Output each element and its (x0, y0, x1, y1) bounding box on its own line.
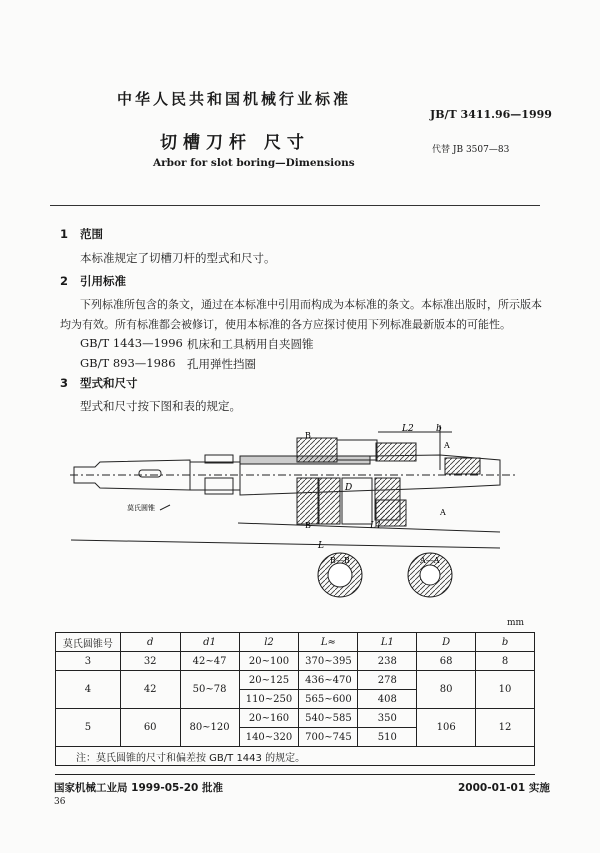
cell: 10 (476, 671, 535, 709)
cell: 32 (120, 652, 180, 671)
section-2-heading: 2 引用标准 (60, 274, 127, 288)
table-row (56, 652, 535, 671)
cell: 20~100 (239, 652, 299, 671)
dim-b: b (436, 424, 442, 434)
cell: 42 (120, 671, 180, 709)
table-note: 注：莫氏圆锥的尺寸和偏差按 GB/T 1443 的规定。 (56, 747, 535, 766)
section-1-heading: 1 范围 (60, 227, 104, 241)
cell: 565~600 (299, 690, 358, 709)
section-mark-a-top: A (444, 441, 450, 450)
table-header-row (56, 633, 535, 652)
unit-label: mm (507, 618, 525, 628)
dim-L1: L1 (370, 521, 382, 531)
page-number: 36 (54, 797, 66, 807)
ref-name: 孔用弹性挡圈 (187, 357, 256, 371)
section-2-body-line1: 下列标准所包含的条文，通过在本标准中引用而构成为本标准的条文。本标准出版时，所示版本 (80, 298, 542, 311)
cell: 3 (56, 652, 121, 671)
morse-taper-label: 莫氏圆锥 (127, 504, 155, 512)
standard-number: JB/T 3411.96—1999 (430, 108, 552, 121)
section-mark-a-bottom: A (440, 508, 446, 517)
table-note-row (56, 747, 535, 766)
section-3-body: 型式和尺寸按下图和表的规定。 (80, 399, 241, 413)
header-L1: L1 (358, 633, 417, 652)
page-title: 切槽刀杆 尺寸 (160, 133, 310, 153)
section-mark-b-top: B (305, 431, 311, 440)
cell: 408 (358, 690, 417, 709)
cell: 278 (358, 671, 417, 690)
dim-L2: L2 (402, 424, 414, 434)
cell: 700~745 (299, 728, 358, 747)
dimensions-table (55, 632, 535, 766)
cell: 50~78 (180, 671, 239, 709)
section-bb-label: B—B (330, 556, 350, 565)
table-row (56, 671, 535, 690)
cell: 4 (56, 671, 121, 709)
header-b: b (476, 633, 535, 652)
cell: 110~250 (239, 690, 299, 709)
approval-line: 国家机械工业局 1999-05-20 批准 (54, 782, 223, 794)
header-L: L≈ (299, 633, 358, 652)
section-2-body-line2: 均为有效。所有标准都会被修订，使用本标准的各方应探讨使用下列标准最新版本的可能性。 (60, 318, 511, 331)
cell: 80~120 (180, 709, 239, 747)
header-d1: d1 (180, 633, 239, 652)
ref-code: GB/T 1443—1996 (80, 336, 183, 350)
ref-name: 机床和工具柄用自夹圆锥 (187, 337, 314, 351)
footer-rule (55, 774, 535, 775)
cell: 8 (476, 652, 535, 671)
cell: 80 (417, 671, 476, 709)
cell: 20~160 (239, 709, 299, 728)
cell: 60 (120, 709, 180, 747)
section-mark-b-bottom: B (305, 521, 311, 530)
header-D: D (417, 633, 476, 652)
cell: 540~585 (299, 709, 358, 728)
title-english: Arbor for slot boring—Dimensions (153, 157, 355, 169)
replaces-note: 代替 JB 3507—83 (432, 145, 510, 155)
dim-L: L (318, 541, 324, 551)
ref-code: GB/T 893—1986 (80, 356, 176, 370)
header-d: d (120, 633, 180, 652)
section-1-body: 本标准规定了切槽刀杆的型式和尺寸。 (80, 251, 276, 265)
cell: 140~320 (239, 728, 299, 747)
cell: 106 (417, 709, 476, 747)
cell: 350 (358, 709, 417, 728)
cell: 510 (358, 728, 417, 747)
cell: 5 (56, 709, 121, 747)
cell: 20~125 (239, 671, 299, 690)
cell: 238 (358, 652, 417, 671)
cell: 370~395 (299, 652, 358, 671)
section-aa-label: A—A (420, 556, 440, 565)
cell: 42~47 (180, 652, 239, 671)
issuing-org: 中华人民共和国机械行业标准 (117, 90, 352, 108)
cell: 12 (476, 709, 535, 747)
header-l2: l2 (239, 633, 299, 652)
section-3-heading: 3 型式和尺寸 (60, 376, 138, 390)
header-morse: 莫氏圆锥号 (56, 633, 121, 652)
cell: 436~470 (299, 671, 358, 690)
cell: 68 (417, 652, 476, 671)
effective-line: 2000-01-01 实施 (458, 782, 550, 794)
table-row (56, 709, 535, 728)
dim-D: D (345, 483, 353, 493)
